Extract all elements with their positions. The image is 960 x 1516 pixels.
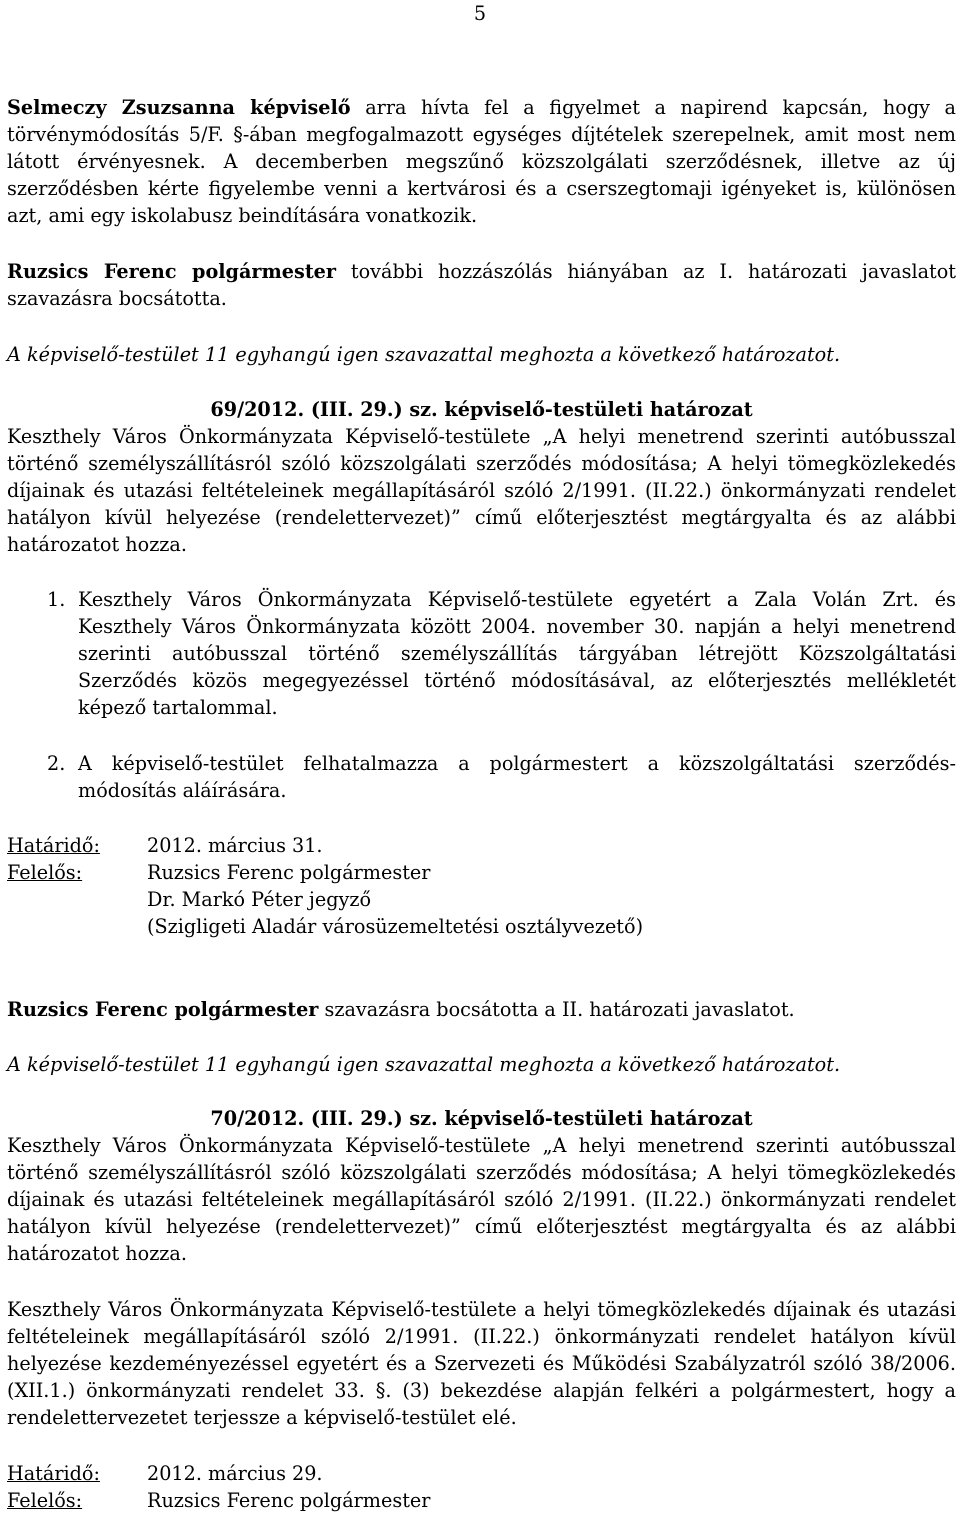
resolution-70-title: 70/2012. (III. 29.) sz. képviselő-testületi határozat — [210, 1107, 753, 1130]
item-text: A képviselő-testület felhatalmazza a polgármestert a közszolgáltatási szerződés-módosítás aláírására. — [78, 752, 956, 802]
deadline-label: Határidő: — [7, 834, 100, 857]
responsible-value-1: Ruzsics Ferenc polgármester — [147, 861, 431, 884]
resolution-70-body: Keszthely Város Önkormányzata Képviselő-testülete a helyi tömegközlekedés díjainak és utazási feltételeinek megállapításáról szóló 2/1991. (II.22.) önkormányzati rendelet hatályon kívül helyezése kezdeményezéssel egyetért és a Szervezeti és Működési Szabályzatról szóló 38/2006. (XII.1.) önkormányzati rendelet 33. §. (3) bekezdése alapján felkéri a polgármestert, hogy a rendelettervezetet terjessze a képviselő-testület elé. — [7, 1298, 956, 1429]
deadline-value: 2012. március 29. — [147, 1462, 323, 1485]
vote-call-1-speaker: Ruzsics Ferenc polgármester — [7, 260, 336, 283]
responsible-value: Ruzsics Ferenc polgármester — [147, 1489, 431, 1512]
item-number: 1. — [47, 588, 66, 611]
vote-call-1-text: további hozzászólás hiányában az I. határozati javaslatot szavazásra bocsátotta. — [7, 260, 956, 310]
deadline-label: Határidő: — [7, 1462, 100, 1485]
page-number: 5 — [473, 2, 487, 25]
responsible-value-3: (Szigligeti Aladár városüzemeltetési osztályvezető) — [147, 915, 644, 938]
resolution-69-preamble: Keszthely Város Önkormányzata Képviselő-testülete „A helyi menetrend szerinti autóbusszal történő személyszállításról szóló közszolgálati szerződés módosítása; A helyi tömegközlekedés díjainak és utazási feltételeinek megállapításáról szóló 2/1991. (II.22.) önkormányzati rendelet hatályon kívül helyezése (rendelettervezet)” című előterjesztést megtárgyalta és az alábbi határozatot hozza. — [7, 425, 956, 556]
vote-call-2-speaker: Ruzsics Ferenc polgármester — [7, 998, 319, 1021]
vote-call-1 — [7, 258, 956, 312]
responsible-label: Felelős: — [7, 1489, 83, 1512]
vote-call-2-text: szavazásra bocsátotta a II. határozati javaslatot. — [324, 998, 795, 1021]
resolution-70-preamble: Keszthely Város Önkormányzata Képviselő-testülete „A helyi menetrend szerinti autóbusszal történő személyszállításról szóló közszolgálati szerződés módosítása; A helyi tömegközlekedés díjainak és utazási feltételeinek megállapításáról szóló 2/1991. (II.22.) önkormányzati rendelet hatályon kívül helyezése (rendelettervezet)” című előterjesztést megtárgyalta és az alábbi határozatot hozza. — [7, 1134, 956, 1265]
item-text: Keszthely Város Önkormányzata Képviselő-testülete egyetért a Zala Volán Zrt. és Keszthely Város Önkormányzata között 2004. november 30. napján a helyi menetrend szerinti autóbusszal történő személyszállítás tárgyában létrejött Közszolgáltatási Szerződés közös megegyezéssel történő módosításával, az előterjesztés mellékletét képező tartalommal. — [78, 588, 956, 719]
intro-speaker: Selmeczy Zsuzsanna képviselő — [7, 96, 351, 119]
vote-result-2: A képviselő-testület 11 egyhangú igen szavazattal meghozta a következő határozatot. — [7, 1053, 841, 1076]
intro-text: arra hívta fel a figyelmet a napirend kapcsán, hogy a törvénymódosítás 5/F. §-ában megfogalmazott egységes díjtételek szerepelnek, amit most nem látott érvényesnek. A decemberben megszűnő közszolgálati szerződésnek, illetve az új szerződésben kérte figyelembe venni a kertvárosi és a cserszegtomaji igényeket is, különösen azt, ami egy iskolabusz beindítására vonatkozik. — [7, 96, 956, 227]
vote-result-1: A képviselő-testület 11 egyhangú igen szavazattal meghozta a következő határozatot. — [7, 343, 841, 366]
responsible-label: Felelős: — [7, 861, 83, 884]
item-number: 2. — [47, 752, 66, 775]
responsible-value-2: Dr. Markó Péter jegyző — [147, 888, 372, 911]
vote-call-2 — [7, 996, 956, 1023]
deadline-value: 2012. március 31. — [147, 834, 323, 857]
intro-paragraph — [7, 94, 956, 229]
resolution-69-title: 69/2012. (III. 29.) sz. képviselő-testületi határozat — [210, 398, 753, 421]
